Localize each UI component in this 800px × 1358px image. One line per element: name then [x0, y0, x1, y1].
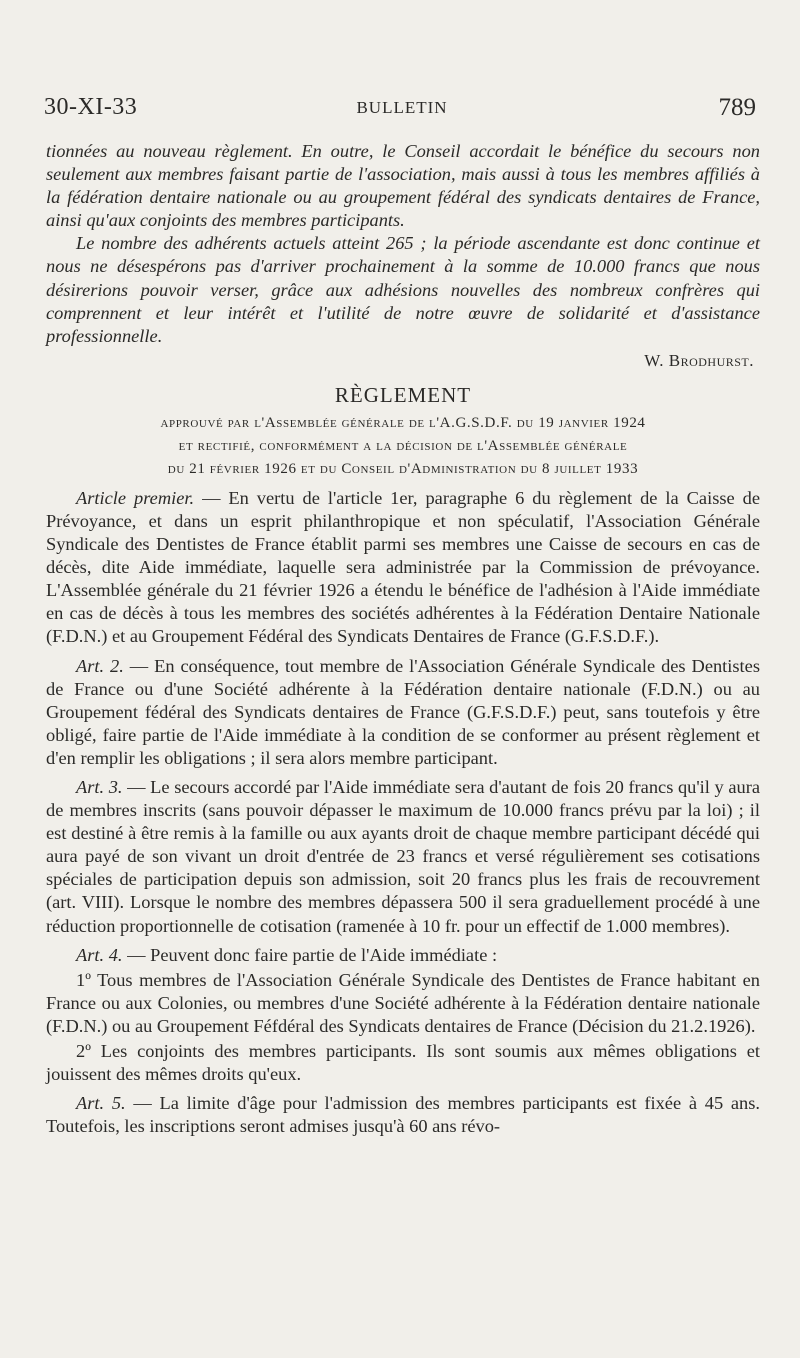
article-4-item-1: 1º Tous membres de l'Association Générale Syndicale des Dentistes de France habitant en France ou aux Colonies, ou membres d'une Société adhérente à la Fédération dentaire nationale (F.D.N.) ou au Groupement Féfdéral des Syndicats dentaires de France (Décision du 21.2.1926). — [46, 969, 760, 1036]
article-3-text: — Le secours accordé par l'Aide immédiate sera d'autant de fois 20 francs qu'il y aura de membres inscrits (sans pouvoir dépasser le maximum de 10.000 francs prévu par la loi) ; il est destiné à être remis à la famille ou aux ayants droit de chaque membre participant décédé qui aura payé de son vivant un droit d'entrée de 23 francs et versé régulièrement ses cotisations spéciales de participation depuis son admission, soit 20 francs plus les frais de recouvrement (art. VIII). Lorsque le nombre des membres dépassera 500 il sera graduellement procédé à une réduction proportionnelle de cotisation (ramenée à 10 fr. pour un effectif de 1.000 membres). — [46, 776, 760, 936]
article-4-text: — Peuvent donc faire partie de l'Aide immédiate : — [122, 944, 498, 965]
article-2-text: — En conséquence, tout membre de l'Association Générale Syndicale des Dentistes de France ou d'une Société adhérente à la Fédération dentaire nationale (F.D.N.) ou au Groupement fédéral des Syndicats dentaires de France (G.F.S.D.F.) peut, sans toutefois y être obligé, faire partie de l'Aide immédiate à la condition de se conformer au présent règlement et d'en remplir les obligations ; il sera alors membre participant. — [46, 655, 760, 768]
reglement-subtitle-2: et rectifié, conformément a la décision de l'Assemblée générale — [178, 437, 628, 454]
signature — [46, 351, 760, 371]
article-4-label: Art. 4. — [76, 944, 123, 965]
header-date: 30-XI-33 — [44, 94, 138, 120]
page-number: 789 — [718, 94, 756, 121]
article-3-label: Art. 3. — [76, 776, 123, 797]
article-2 — [46, 655, 760, 770]
intro-paragraph-1: tionnées au nouveau règlement. En outre, le Conseil accordait le bénéfice du secours non seulement aux membres faisant partie de l'association, mais aussi à tous les membres affiliés à la fédération dentaire nationale ou au groupement fédéral des syndicats dentaires de France, ainsi qu'aux conjoints des membres participants. — [46, 141, 760, 231]
article-1-text: — En vertu de l'article 1er, paragraphe 6 du règlement de la Caisse de Prévoyance, et dans un esprit philanthropique et non spéculatif, l'Association Générale Syndicale des Dentistes de France établit parmi ses membres une Caisse de secours en cas de décès, dite Aide immédiate, laquelle sera administrée par la Commission de prévoyance. L'Assemblée générale du 21 février 1926 a étendu le bénéfice de l'adhésion à l'Aide immédiate en cas de décès à tous les membres des sociétés adhérentes à la Fédération Dentaire Nationale (F.D.N.) et au Groupement Fédéral des Syndicats Dentaires de France (G.F.S.D.F.). — [46, 487, 760, 647]
article-2-label: Art. 2. — [76, 655, 124, 676]
running-head — [44, 94, 760, 124]
header-title: BULLETIN — [356, 98, 448, 117]
reglement-title: RÈGLEMENT — [334, 382, 472, 407]
reglement-subtitle-3: du 21 février 1926 et du Conseil d'Administration du 8 juillet 1933 — [167, 460, 639, 477]
article-4-item-2: 2º Les conjoints des membres participants. Ils sont soumis aux mêmes obligations et jouissent des mêmes droits qu'eux. — [46, 1041, 760, 1085]
article-3 — [46, 776, 760, 938]
article-4 — [46, 944, 760, 967]
article-5-label: Art. 5. — [76, 1093, 126, 1114]
article-5-text: — La limite d'âge pour l'admission des membres participants est fixée à 45 ans. Toutefois, les inscriptions seront admises jusqu'à 60 ans révo- — [46, 1093, 760, 1137]
reglement-subtitle-1: approuvé par l'Assemblée générale de l'A.G.S.D.F. du 19 janvier 1924 — [160, 414, 646, 431]
intro-paragraph-2: Le nombre des adhérents actuels atteint 265 ; la période ascendante est donc continue et nous ne désespérons pas d'arriver prochainement à la somme de 10.000 francs que nous désirerions pouvoir verser, grâce aux adhésions nouvelles des nombreux confrères qui comprennent et leur intérêt et l'utilité de notre œuvre de solidarité et d'assistance professionnelle. — [46, 233, 760, 346]
article-1 — [46, 487, 760, 649]
article-1-label: Article premier. — [76, 487, 195, 508]
article-5 — [46, 1092, 760, 1138]
signature-name: W. Brodhurst. — [644, 350, 754, 370]
page-body — [46, 140, 760, 1138]
